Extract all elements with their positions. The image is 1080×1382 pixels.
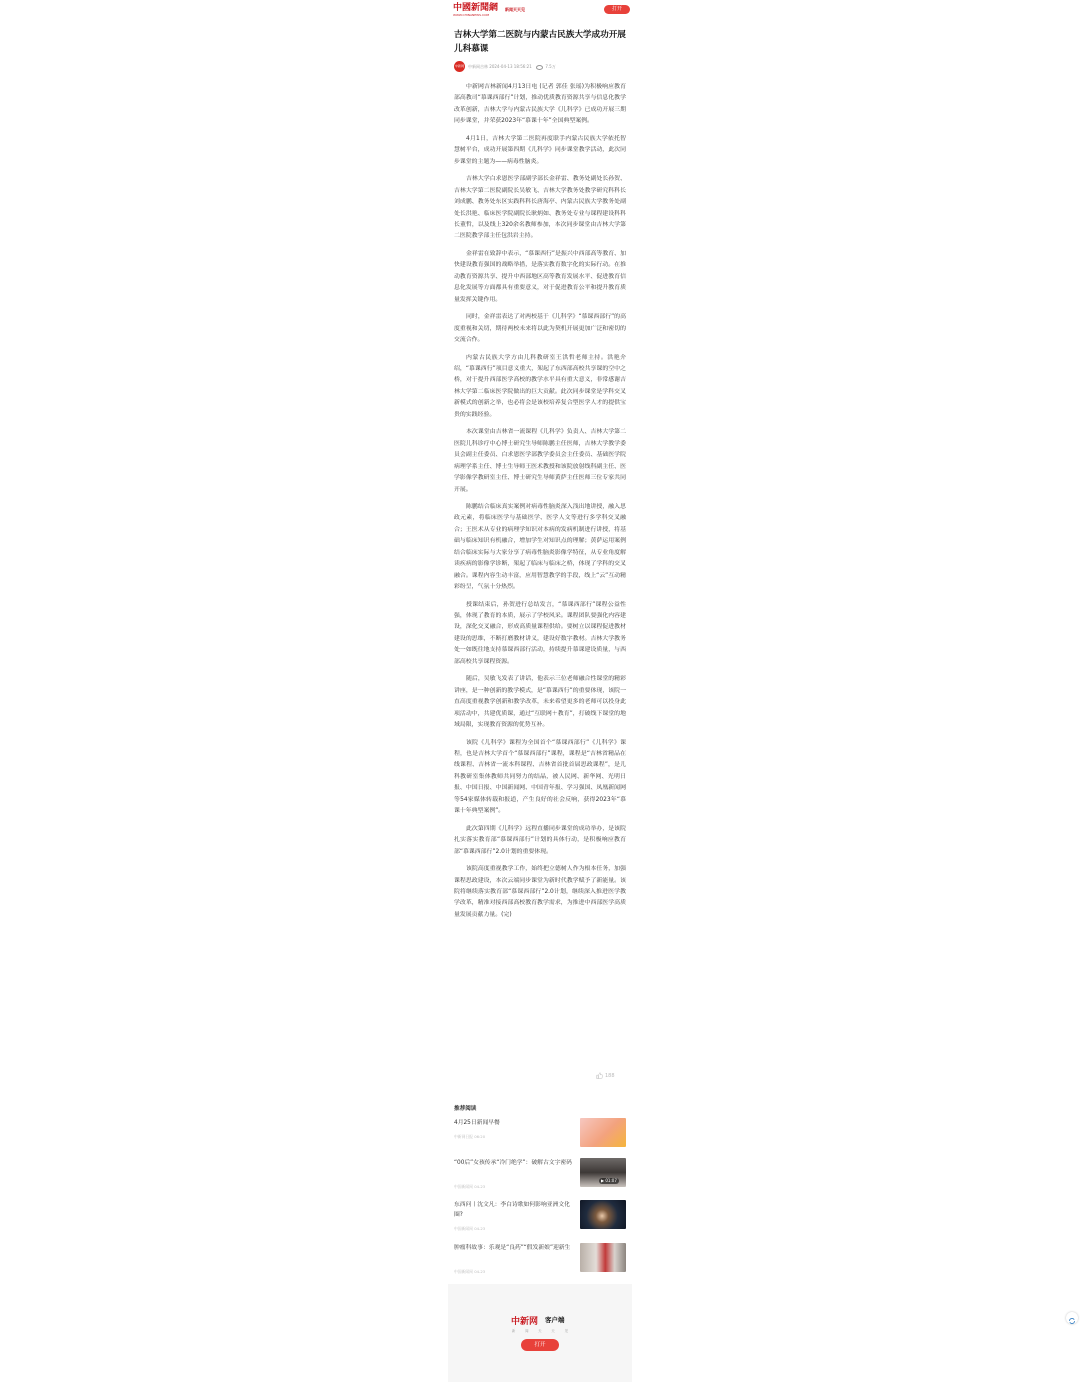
article-body (454, 82, 626, 927)
recommend-item[interactable] (454, 1243, 626, 1277)
footer-slogan: 新 闻 天 天 见 (512, 1329, 573, 1333)
paragraph: 陈鹏结合临床真实案例对病毒性脑炎深入浅出地讲授，融入思政元素，将临床医学与基础医学、医学人文等进行多学科交叉融合；王医术从专业的病理学知识对本病的发病机制进行讲授，将基础与临床知识有机融合，增加学生对知识点的理解；黄萨运用案例结合临床实际与大家分享了病毒性脑炎影像学特征，从专业角度解读疾病的影像学诊断，架起了临床与临床之桥，体现了学科的交叉融合。课程内容生动丰富，应用智慧教学的手段，线上“云”互动精彩纷呈，气氛十分热烈。 (454, 503, 626, 591)
recommend-item-source: 中国新闻网 04-23 (454, 1226, 486, 1231)
open-app-button[interactable]: 打开 (604, 5, 630, 14)
view-count: 7.5万 (545, 64, 556, 69)
refresh-icon (1066, 1315, 1078, 1327)
footer-client-label: 客户端 (545, 1316, 565, 1324)
like-count: 188 (605, 1073, 615, 1079)
recommend-item-source: 中国新闻网 04-23 (454, 1269, 486, 1274)
recommend-thumbnail[interactable] (580, 1200, 626, 1229)
play-icon: ▶ (601, 1178, 605, 1183)
paragraph: 金祥雷在致辞中表示，“慕课西行”是振兴中西部高等教育、加快建设教育强国的战略举措，是落实教育数字化的实际行动。在推动教育资源共享、提升中西部地区高等教育发展水平、促进教育信息化发展等方面都具有重要意义，对于促进教育公平和提升教育质量发挥关键作用。 (454, 250, 626, 303)
paragraph: 本次课堂由吉林省一流课程《儿科学》负责人、吉林大学第二医院儿科诊疗中心博士研究生导师陈鹏主任医师，吉林大学教学委员会副主任委员、白求恩医学部教学委员会主任委员、基础医学院病理学系主任、博士生导师王医术教授和该院放射线科副主任、医学影像学教研室主任、博士研究生导师黄萨主任医师三位专家共同开展。 (454, 429, 626, 493)
paragraph: 此次第四期《儿科学》远程直播同步课堂的成功举办，是该院扎实落实教育部“慕课西部行”计划的具体行动，是积极响应教育部“慕课西部行”2.0计划的重要体现。 (454, 825, 626, 855)
open-app-button-footer[interactable]: 打开 (521, 1339, 559, 1351)
paragraph: 内蒙古民族大学方由儿科教研室王洪哲老师主持。洪艳介绍，“慕课西行”项目意义重大，架起了东西部高校共享课的空中之桥，对于提升西部医学高校的教学水平具有重大意义，非常感谢吉林大学第二临床医学院做出的巨大贡献。此次同步课堂是学科交叉新模式的创新之举，也必将会是该校培养复合型医学人才的提供宝贵的实践经验。 (454, 354, 626, 418)
author-avatar[interactable]: 中新网吉林 (454, 61, 465, 72)
paragraph: 中新网吉林新闻4月13日电 (记者 郭佳 张瑶)为积极响应教育部高教司“慕课西部行”计划，推动优质教育资源共享与信息化教学改革创新，吉林大学与内蒙古民族大学《儿科学》已成功开展三期同步课堂，并荣获2023年“慕课十年”全国典型案例。 (454, 84, 626, 125)
recommend-item-title[interactable]: “00后”女孩传承“冷门绝学”：破解古文字密码 (454, 1160, 572, 1166)
recommend-thumbnail[interactable] (580, 1118, 626, 1147)
recommend-item-title[interactable]: 4月25日新闻早餐 (454, 1120, 500, 1126)
thumbs-up-icon (596, 1072, 603, 1079)
video-duration (599, 1178, 619, 1184)
paragraph: 该院高度重视教学工作，始终把立德树人作为根本任务，加强课程思政建设，本次云端同步课堂为新时代教学赋予了新能量。该院将继续落实教育部“慕课西部行”2.0计划，继续深入推进医学教学改革，精准对接西部高校教育教学需求，为推进中西部医学高质量发展贡献力量。(完) (454, 866, 626, 918)
site-logo[interactable]: 中國新聞網 (453, 3, 499, 13)
article-meta (454, 61, 626, 79)
recommend-item-source: 中国新闻网 04-23 (454, 1184, 486, 1189)
like-button[interactable] (596, 1072, 615, 1079)
footer-logo: 中新网 (511, 1317, 539, 1327)
recommend-thumbnail[interactable] (580, 1243, 626, 1272)
article-title: 吉林大学第二医院与内蒙古民族大学成功开展儿科慕课 (454, 30, 626, 54)
recommend-thumbnail[interactable] (580, 1158, 626, 1187)
floating-share-icon[interactable] (1066, 1312, 1078, 1324)
app-promo-footer (448, 1284, 632, 1382)
paragraph: 授课结束后，孙贺进行总结发言，“慕课西部行”课程公益性强，体现了教育的本质，展示了学校风采。课程团队要强化内容建设，深化交叉融合，形成高质量课程供给。要树立以课程促进教材建设的思维，不断打磨教材讲义，建设好数字教材。吉林大学教务处一如既往地支持慕课西部行活动，持续提升慕课建设质量，与西部高校共享课程资源。 (454, 601, 626, 665)
eye-icon (536, 65, 543, 70)
paragraph: 该院《儿科学》课程为全国首个“慕课西部行”《儿科学》课程，也是吉林大学首个“慕课西部行”课程，课程是“吉林省精品在线课程、吉林省一流本科课程、吉林省首批首届思政课程”，是儿科教研室集体教师共同努力的结晶，被人民网、新华网、光明日报、中国日报、中国新闻网、中国青年报、学习强国、凤凰新闻网等54家媒体转载和报道，产生良好的社会反响，获得2023年“慕课十年典型案例”。 (454, 739, 626, 815)
recommend-item-title[interactable]: 东西问丨沈文凡：李白诗歌如何影响亚洲文化圈? (454, 1202, 570, 1218)
meta-line (468, 64, 556, 70)
recommend-heading: 推荐阅读 (454, 1106, 477, 1112)
recommend-item-title[interactable]: 肿瘤科故事：乐观是“良药”“假发新娘”迎新生 (454, 1245, 571, 1251)
paragraph: 吉林大学白求恩医学部副学部长金祥雷、教务处副处长孙贺、吉林大学第二医院副院长吴敏飞、吉林大学教务处教学研究科科长刘成鹏、教务处东区实践科科长唐海亭、内蒙古民族大学教务处副处长洪艳、临床医学院副院长耿炳如、教务处专业与课程建设科科长董哲，以及线上320余名教师参加，本次同步课堂由吉林大学第二医院教学部主任包洪岩主持。 (454, 176, 626, 240)
duration-text: 01:07 (605, 1178, 617, 1183)
recommend-item-source: 中新网日报 06:20 (454, 1134, 486, 1139)
recommend-item[interactable] (454, 1158, 626, 1192)
paragraph: 同时，金祥雷表达了对两校基于《儿科学》“慕课西部行”的高度重视和关切，期待两校未来将以此为契机开展更加广泛和密切的交流合作。 (454, 314, 626, 344)
slogan-badge: 新闻天天见 (505, 7, 525, 12)
site-logo-en: WWW.CHINANEWS.COM (453, 13, 490, 17)
recommend-item[interactable] (454, 1118, 626, 1152)
top-bar (453, 4, 627, 18)
paragraph: 4月1日，吉林大学第二医院再度联手内蒙古民族大学依托智慧树平台，成功开展第四期《儿科学》同步课堂教学活动，此次同步课堂的主题为——病毒性脑炎。 (454, 135, 626, 165)
recommend-item[interactable] (454, 1200, 626, 1234)
article-page (448, 0, 632, 1382)
publish-info: 中新网吉林 2024-04-13 18:56:21 (468, 64, 532, 69)
paragraph: 随后，吴敏飞发表了讲话，他表示三位老师融合性课堂的精彩讲座，是一种创新的教学模式，是“慕课西行”的重要体现，该院一直高度重视教学创新和教学改革，未来希望更多的老师可以投身此项活动中，共建优质课，通过“互联网＋教育”，打破线下课堂的地域局限，实现教育资源的优势互补。 (454, 676, 626, 729)
